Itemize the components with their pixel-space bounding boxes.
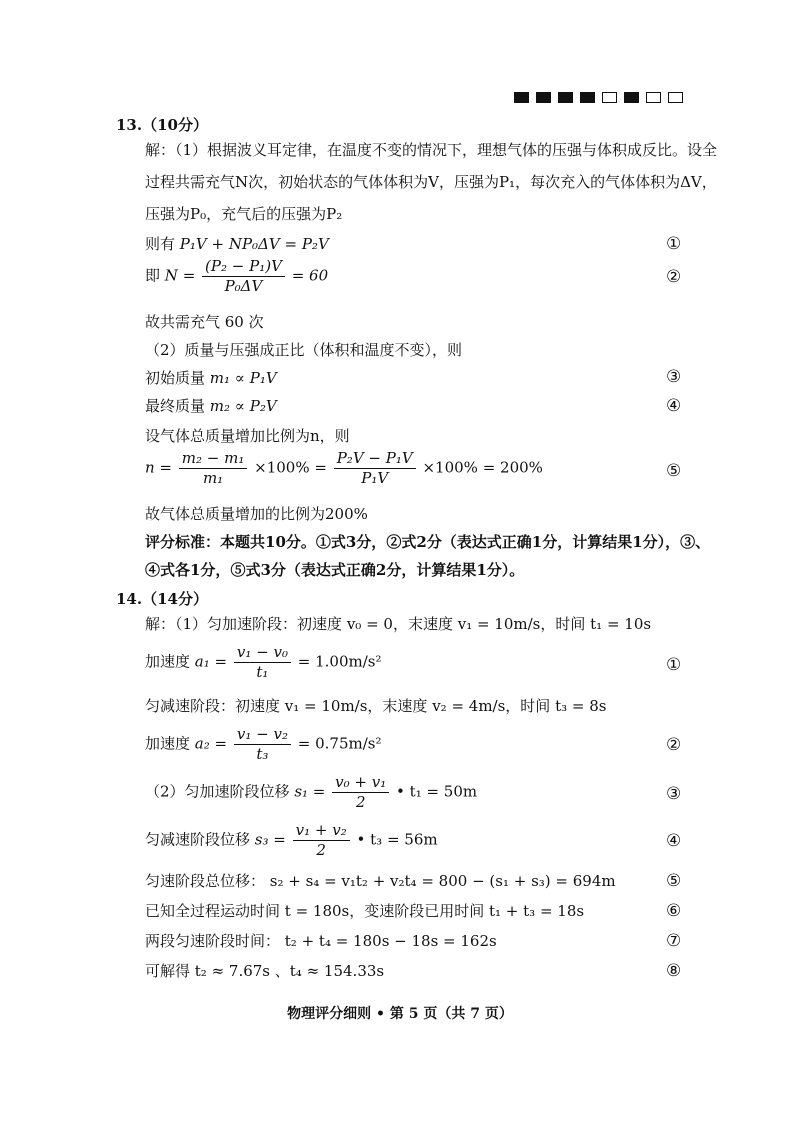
- mark-1: ①: [666, 234, 682, 254]
- q14-line1: 解：（1）匀加速阶段：初速度 v₀ = 0，末速度 v₁ = 10m/s，时间 t₁ = 10s: [145, 615, 652, 633]
- q14-eq5: 匀速阶段总位移： s₂ + s₄ = v₁t₂ + v₂t₄ = 800 − (s₁ + s₃) = 694m: [145, 872, 616, 890]
- fraction-numerator: P₂V − P₁V: [334, 450, 416, 469]
- q13-line1: 解：（1）根据波义耳定律，在温度不变的情况下，理想气体的压强与体积成反比。设全: [145, 141, 718, 159]
- header-square-empty: [668, 92, 683, 103]
- q13-eq2-prefix: 即: [145, 266, 161, 285]
- q13-scoring-line1: 评分标准：本题共10分。①式3分，②式2分（表达式正确1分，计算结果1分），③、: [145, 533, 711, 551]
- header-square-empty: [602, 92, 617, 103]
- q13-set-n: 设气体总质量增加比例为n，则: [145, 427, 350, 445]
- q14-eq2-rhs: = 0.75m/s²: [297, 734, 382, 753]
- mark-2-q14: ②: [666, 735, 682, 755]
- fraction-numerator: m₂ − m₁: [179, 450, 248, 469]
- q14-eq3-rhs: • t₁ = 50m: [396, 782, 478, 801]
- q14-eq4-rhs: • t₃ = 56m: [356, 830, 438, 849]
- mark-2: ②: [666, 267, 682, 287]
- q13-eq2-rhs: = 60: [291, 266, 329, 285]
- q14-eq8: 可解得 t₂ ≈ 7.67s 、t₄ ≈ 154.33s: [145, 962, 385, 980]
- fraction-numerator: v₁ − v₀: [234, 644, 291, 663]
- q14-eq4-lhs: s₃ =: [254, 830, 286, 849]
- q14-eq2-lhs: a₂ =: [194, 734, 228, 753]
- fraction-numerator: v₁ − v₂: [234, 726, 291, 745]
- q14-eq6: 已知全过程运动时间 t = 180s，变速阶段已用时间 t₁ + t₃ = 18s: [145, 902, 585, 920]
- q14-eq1-fraction: [234, 644, 291, 681]
- mark-6: ⑥: [666, 901, 682, 921]
- q13-eq3-prefix: 初始质量: [145, 369, 206, 387]
- q13-part2: （2）质量与压强成正比（体积和温度不变），则: [145, 341, 463, 359]
- mark-3: ③: [666, 367, 682, 387]
- header-square-filled: [624, 92, 639, 103]
- header-square-filled: [580, 92, 595, 103]
- fraction-denominator: t₃: [256, 745, 269, 763]
- mark-5: ⑤: [666, 461, 682, 481]
- header-square-filled: [514, 92, 529, 103]
- q14-eq4-prefix: 匀减速阶段位移: [145, 830, 251, 849]
- q13-eq4-prefix: 最终质量: [145, 397, 206, 415]
- q13-line2: 过程共需充气N次，初始状态的气体体积为V，压强为P₁，每次充入的气体体积为ΔV，: [145, 173, 717, 191]
- q13-eq5-fraction2: [334, 450, 416, 487]
- q13-eq2: [145, 258, 328, 295]
- q13-eq3: [145, 368, 277, 388]
- q13-eq5-lhs: n =: [145, 458, 172, 477]
- mark-4: ④: [666, 396, 682, 416]
- q14-eq3-fraction: [332, 774, 389, 811]
- header-square-empty: [646, 92, 661, 103]
- fraction-denominator: 2: [316, 841, 326, 859]
- fraction-denominator: t₁: [256, 663, 269, 681]
- mark-4-q14: ④: [666, 831, 682, 851]
- q14-eq2: [145, 726, 381, 763]
- q13-title: 13.（10分）: [116, 116, 208, 134]
- q14-eq2-prefix: 加速度: [145, 734, 191, 753]
- header-squares: [514, 92, 683, 103]
- q13-scoring-line2: ④式各1分，⑤式3分（表达式正确2分，计算结果1分）。: [145, 561, 525, 579]
- mark-8: ⑧: [666, 961, 682, 981]
- q13-eq1-body: P₁V + NP₀ΔV = P₂V: [179, 235, 329, 253]
- q14-eq1-prefix: 加速度: [145, 652, 191, 671]
- mark-7: ⑦: [666, 931, 682, 951]
- q13-line3: 压强为P₀，充气后的压强为P₂: [145, 205, 343, 223]
- mark-1-q14: ①: [666, 655, 682, 675]
- q13-eq3-body: m₁ ∝ P₁V: [209, 369, 277, 387]
- q13-conclusion2: 故气体总质量增加的比例为200%: [145, 505, 368, 523]
- q13-eq5-rhs: ×100% = 200%: [422, 458, 543, 477]
- fraction-numerator: (P₂ − P₁)V: [202, 258, 285, 277]
- q13-eq4: [145, 396, 277, 416]
- q13-eq5-mid: ×100% =: [254, 458, 327, 477]
- q14-eq2-fraction: [234, 726, 291, 763]
- q13-eq5-fraction1: [179, 450, 248, 487]
- header-square-filled: [536, 92, 551, 103]
- q14-eq4-fraction: [293, 822, 350, 859]
- q14-eq7: 两段匀速阶段时间： t₂ + t₄ = 180s − 18s = 162s: [145, 932, 497, 950]
- q13-conclusion1: 故共需充气 60 次: [145, 313, 264, 331]
- q14-eq3-prefix: （2）匀加速阶段位移: [145, 782, 290, 801]
- fraction-numerator: v₀ + v₁: [332, 774, 389, 793]
- page-footer: 物理评分细则 • 第 5 页（共 7 页）: [287, 1006, 513, 1022]
- fraction-numerator: v₁ + v₂: [293, 822, 350, 841]
- q14-eq1-lhs: a₁ =: [194, 652, 228, 671]
- q14-eq3-lhs: s₁ =: [294, 782, 326, 801]
- q13-eq2-lhs: N =: [164, 266, 196, 285]
- q13-eq5: [145, 450, 543, 487]
- q14-eq1-rhs: = 1.00m/s²: [297, 652, 382, 671]
- mark-3-q14: ③: [666, 784, 682, 804]
- header-square-filled: [558, 92, 573, 103]
- fraction-denominator: 2: [355, 793, 366, 811]
- mark-5-q14: ⑤: [666, 871, 682, 891]
- q14-eq3: [145, 774, 477, 811]
- q13-eq1: [145, 234, 329, 254]
- q14-title: 14.（14分）: [116, 590, 208, 608]
- q13-eq1-prefix: 则有: [145, 235, 176, 253]
- fraction-denominator: P₀ΔV: [224, 277, 263, 295]
- q13-eq4-body: m₂ ∝ P₂V: [209, 397, 277, 415]
- fraction-denominator: P₁V: [361, 469, 389, 487]
- fraction-denominator: m₁: [202, 469, 224, 487]
- q14-eq4: [145, 822, 438, 859]
- q13-eq2-fraction: [202, 258, 285, 295]
- q14-line2: 匀减速阶段：初速度 v₁ = 10m/s，末速度 v₂ = 4m/s，时间 t₃ = 8s: [145, 697, 607, 715]
- q14-eq1: [145, 644, 381, 681]
